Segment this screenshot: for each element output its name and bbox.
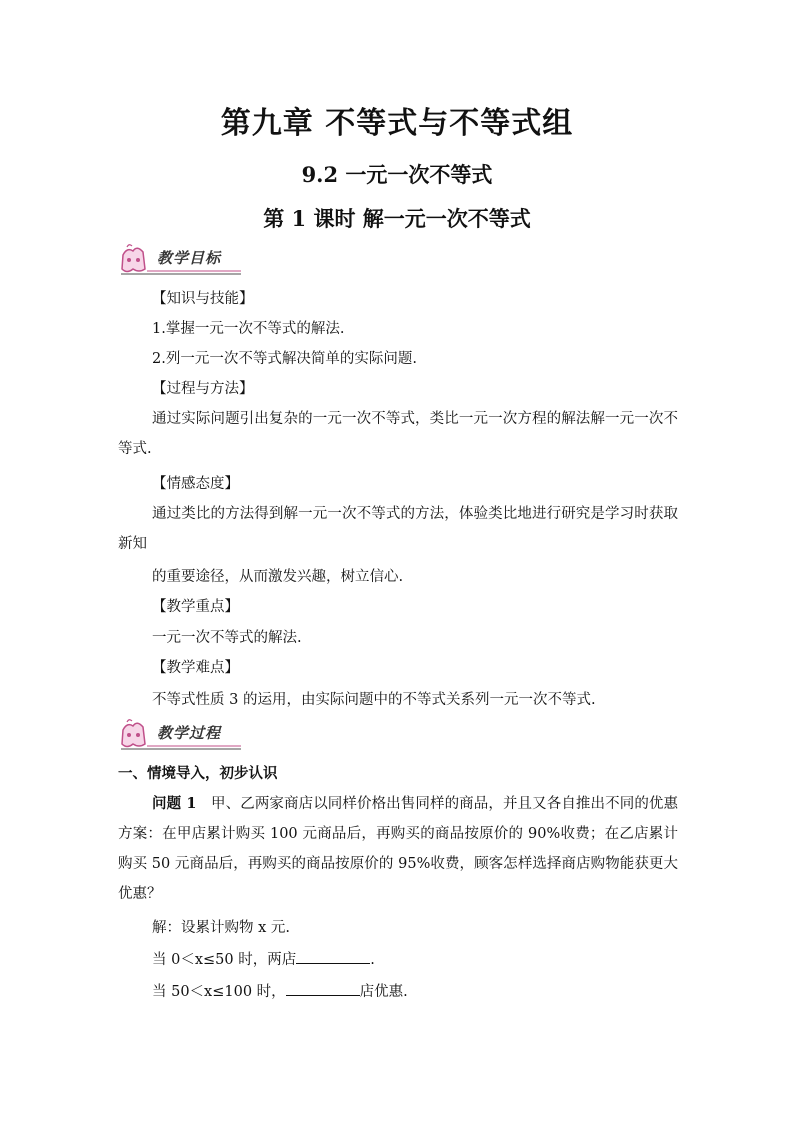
teaching-goals-banner xyxy=(117,243,243,277)
teaching-goals-label: 教学目标 xyxy=(157,249,222,267)
case-2-suffix: 店优惠. xyxy=(359,984,408,1000)
problem-label: 问题 1 xyxy=(152,795,197,812)
focus-heading: 【教学重点】 xyxy=(152,599,239,615)
focus-text: 一元一次不等式的解法. xyxy=(152,630,302,646)
part1-heading: 一、情境导入，初步认识 xyxy=(118,765,278,782)
case-2-prefix: 当 50＜x≤100 时， xyxy=(152,984,286,1000)
case-1-suffix: . xyxy=(370,952,375,968)
difficulty-text: 不等式性质 3 的运用，由实际问题中的不等式关系列一元一次不等式. xyxy=(152,692,596,708)
attitude-heading: 【情感态度】 xyxy=(152,476,239,492)
knowledge-heading: 【知识与技能】 xyxy=(152,291,254,307)
method-heading: 【过程与方法】 xyxy=(152,381,254,397)
knowledge-item-2: 2.列一元一次不等式解决简单的实际问题. xyxy=(152,351,417,367)
teaching-process-banner xyxy=(117,718,243,752)
case-1-line xyxy=(152,949,712,970)
problem-text: 甲、乙两家商店以同样价格出售同样的商品，并且又各自推出不同的优惠方案：在甲店累计购买 100 元商品后，再购买的商品按原价的 90%收费；在乙店累计购买 50 元商品后，再购买的商品按原价的 95%收费，顾客怎样选择商店购物能获更大优惠？ xyxy=(118,796,679,902)
chapter-title: 第九章 不等式与不等式组 xyxy=(220,106,574,141)
method-text: 通过实际问题引出复杂的一元一次不等式，类比一元一次方程的解法解一元一次不等式. xyxy=(118,411,678,457)
attitude-text: 通过类比的方法得到解一元一次不等式的方法，体验类比地进行研究是学习时获取新知 xyxy=(118,506,678,552)
case-2-blank xyxy=(286,981,360,996)
case-1-blank xyxy=(296,949,370,964)
difficulty-heading: 【教学难点】 xyxy=(152,660,239,676)
case-2-line xyxy=(152,981,712,1002)
attitude-text-continued: 的重要途径，从而激发兴趣，树立信心. xyxy=(152,569,404,585)
teaching-process-label: 教学过程 xyxy=(157,724,222,742)
lesson-title: 第 1 课时 解一元一次不等式 xyxy=(263,206,531,231)
knowledge-item-1: 1.掌握一元一次不等式的解法. xyxy=(152,321,345,337)
problem-paragraph xyxy=(118,789,678,909)
section-title: 9.2 一元一次不等式 xyxy=(301,162,493,187)
solution-intro: 解：设累计购物 x 元. xyxy=(152,920,291,936)
case-1-prefix: 当 0＜x≤50 时，两店 xyxy=(152,952,297,968)
